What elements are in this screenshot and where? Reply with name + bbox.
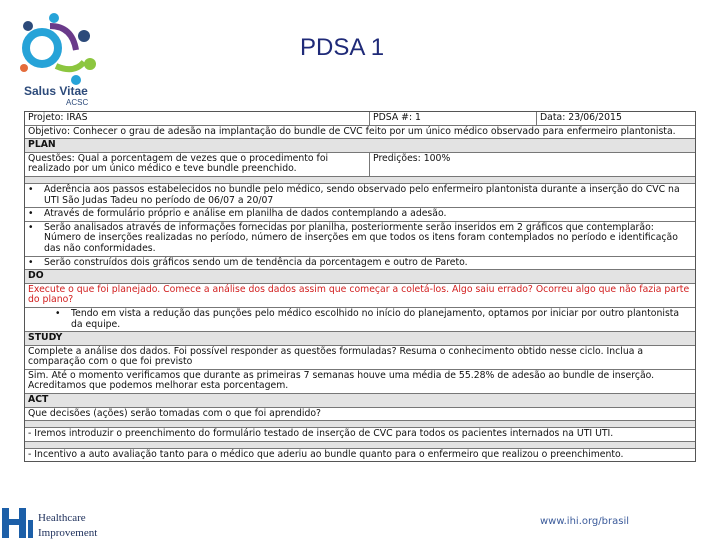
- act-header: [25, 394, 695, 408]
- page-title: PDSA 1: [300, 34, 385, 61]
- act-question: Que decisões (ações) serão tomadas com o que foi aprendido?: [28, 407, 321, 419]
- act-item: - Incentivo a auto avaliação tanto para o médico que aderiu ao bundle quanto para o enfermeiro que realizou o preenchimento.: [28, 448, 624, 460]
- act-item-row: [25, 428, 695, 442]
- plan-header: [25, 139, 695, 153]
- act-item: - Iremos introduzir o preenchimento do formulário testado de inserção de CVC para todos os pacientes internados na UTI UTI.: [28, 428, 614, 440]
- plan-item: • Aderência aos passos estabelecidos no bundle pelo médico, sendo observado pelo enfermeiro plantonista durante a inserção do CVC na UTI São Judas Tadeu no período de 06/07 a 20/07: [28, 183, 680, 206]
- predictions-text: Predições: 100%: [373, 152, 451, 164]
- study-answer-row: [25, 370, 695, 394]
- study-question-row: [25, 346, 695, 370]
- act-label: ACT: [28, 394, 49, 406]
- plan-item-row: [25, 222, 695, 257]
- do-question: Execute o que foi planejado. Comece a análise dos dados assim que começar a coletá-los. Algo saiu errado? Ocorreu algo que não fazia parte do plano?: [28, 283, 690, 306]
- spacer-row: [25, 442, 695, 449]
- plan-item: • Através de formulário próprio e análise em planilha de dados contemplando a adesão.: [28, 208, 447, 220]
- do-question-row: [25, 284, 695, 308]
- form-header-row: [25, 112, 695, 126]
- do-item: • Tendo em vista a redução das punções pelo médico escolhido no início do planejamento, optamos por iniciar por outro plantonista da equipe.: [55, 307, 680, 330]
- plan-item: • Serão construídos dois gráficos sendo um de tendência da porcentagem e outro de Pareto.: [28, 256, 468, 268]
- footer-left-bottom: Improvement: [38, 527, 98, 539]
- logo-subtitle: ACSC: [66, 98, 89, 107]
- footer-right: www.ihi.org/brasil: [540, 516, 629, 526]
- act-question-row: [25, 408, 695, 422]
- plan-item-row: [25, 184, 695, 208]
- date-cell: Data: 23/06/2015: [540, 112, 622, 123]
- study-header: [25, 332, 695, 346]
- footer-left-top: Healthcare: [38, 514, 86, 522]
- study-answer: Sim. Até o momento verificamos que durante as primeiras 7 semanas houve uma média de 55.28% de adesão ao bundle de inserção. Acreditamos que podemos melhorar esta porcentagem.: [28, 369, 655, 392]
- questions-row: [25, 153, 695, 177]
- objective-text: Objetivo: Conhecer o grau de adesão na implantação do bundle de CVC feito por um único médico observado para enfermeiro plantonista.: [28, 125, 676, 137]
- study-label: STUDY: [28, 332, 63, 344]
- plan-item-row: [25, 257, 695, 271]
- pdsa-form: [24, 111, 696, 462]
- do-label: DO: [28, 270, 44, 282]
- pdsa-number-cell: PDSA #: 1: [370, 112, 537, 125]
- do-header: [25, 270, 695, 284]
- project-cell: Projeto: IRAS: [25, 112, 370, 125]
- questions-text: Questões: Qual a porcentagem de vezes que o procedimento foi realizado por um único médico e teve bundle preenchido.: [25, 153, 370, 176]
- act-item-row: [25, 449, 695, 462]
- spacer-row: [25, 177, 695, 184]
- plan-item: • Serão analisados através de informações fornecidas por planilha, posteriormente serão inseridos em 2 gráficos que contemplarão: Número de inserções realizadas no período, número de inserções em que todos os itens foram contemplados no período e identificação das não conformidades.: [28, 221, 678, 254]
- spacer-row: [25, 421, 695, 428]
- logo-name: Salus Vitae: [24, 84, 88, 98]
- plan-label: PLAN: [28, 139, 56, 151]
- plan-item-row: [25, 208, 695, 222]
- study-question: Complete a análise dos dados. Foi possível responder as questões formuladas? Resuma o conhecimento obtido nesse ciclo. Inclua a comparação com o que foi previsto: [28, 345, 644, 368]
- objective-row: [25, 126, 695, 140]
- do-item-row: [25, 308, 695, 332]
